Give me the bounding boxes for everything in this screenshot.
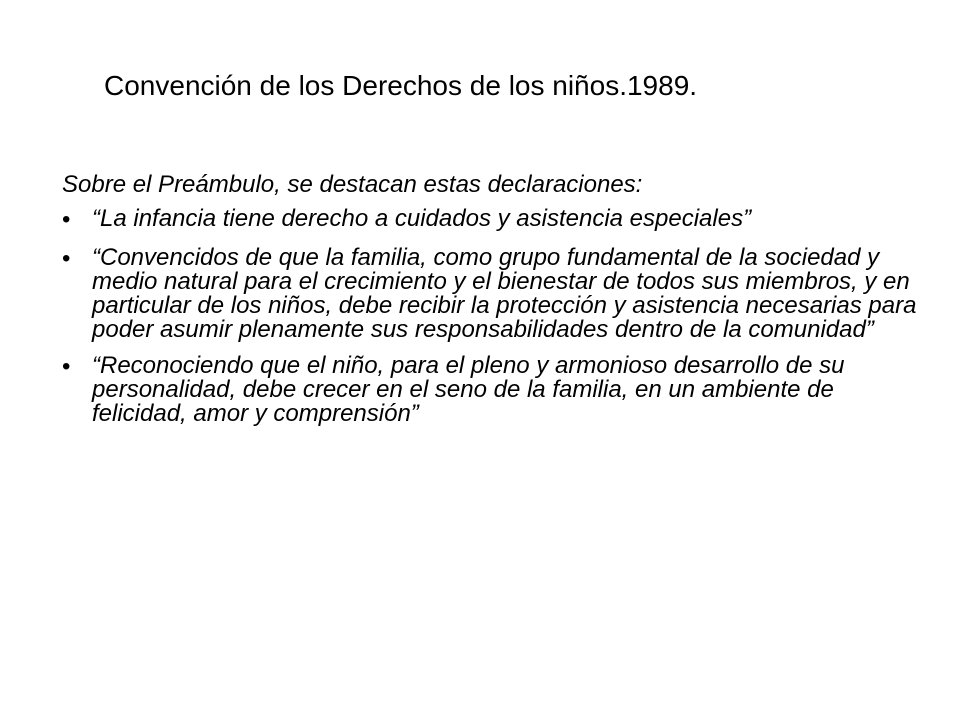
- bullet-text-3: “Reconociendo que el niño, para el pleno y armonioso desarrollo de su personalidad, debe crecer en el seno de la familia, en un ambiente de felicidad, amor y comprensión”: [92, 352, 845, 427]
- bullet-icon: •: [62, 353, 71, 380]
- bullet-icon: •: [62, 245, 71, 272]
- bullet-list: [62, 205, 922, 426]
- bullet-icon: •: [62, 206, 71, 233]
- bullet-text-1: “La infancia tiene derecho a cuidados y asistencia especiales”: [92, 205, 752, 232]
- slide-title: Convención de los Derechos de los niños.1989.: [104, 70, 698, 101]
- slide-content: [62, 170, 922, 436]
- bullet-item-2: [62, 244, 922, 342]
- intro-text: Sobre el Preámbulo, se destacan estas declaraciones:: [62, 171, 643, 198]
- bullet-text-2: “Convencidos de que la familia, como grupo fundamental de la sociedad y medio natural para el crecimiento y el bienestar de todos sus miembros, y en particular de los niños, debe recibir la protección y asistencia necesarias para poder asumir plenamente sus responsabilidades dentro de la comunidad”: [92, 244, 917, 343]
- bullet-item-1: [62, 205, 922, 234]
- bullet-item-3: [62, 352, 922, 426]
